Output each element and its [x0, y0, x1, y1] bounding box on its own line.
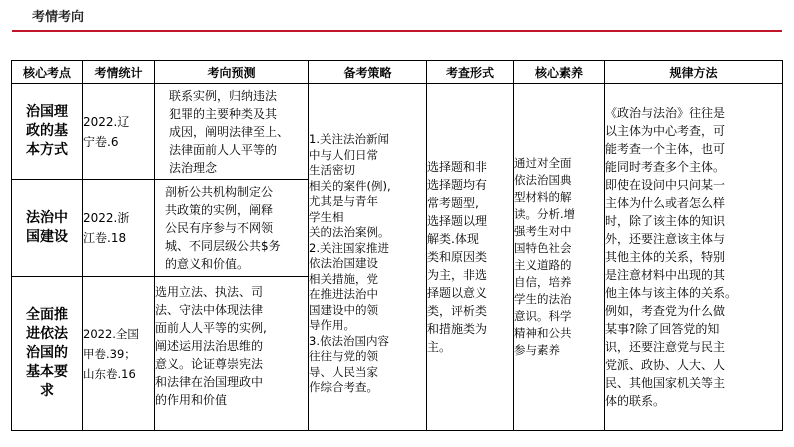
topic-cell: [12, 84, 83, 180]
form-line: 择题以意义: [427, 286, 488, 300]
prediction-line: 面前人人平等的实例,: [155, 321, 267, 335]
strategy-line: 导、人民当家: [309, 364, 378, 379]
method-line: 某事?除了回答党的知: [605, 322, 720, 336]
method-line: 党派、政协、人大、人: [605, 358, 726, 372]
strategy-line: 尤其是与青年: [309, 194, 378, 209]
method-line: 例如，考查党为什么做: [605, 304, 726, 318]
strategy-line: 作综合考查。: [309, 380, 378, 395]
table-row: [12, 84, 783, 180]
strategy-line: 关的法治案例。: [309, 225, 390, 240]
form-line: 和措施类为: [427, 322, 488, 336]
stat-cell: [83, 277, 155, 431]
prediction-cell: [155, 84, 309, 180]
prediction-line: 选用立法、执法、司: [155, 285, 264, 299]
topic-line: 求: [40, 383, 54, 399]
strategy-line: 在推进法治中: [309, 287, 378, 302]
method-line: 民、其他国家机关等主: [605, 376, 726, 390]
col-header-prediction: 考向预测: [155, 61, 309, 84]
method-line: 时，除了该主体的知识: [605, 214, 726, 228]
form-line: 选择题以理: [427, 214, 488, 228]
exam-analysis-table: [11, 60, 783, 431]
method-cell: [605, 84, 783, 431]
method-line: 主体为什么或者怎么样: [605, 196, 726, 210]
stat-line: 2022.全国: [83, 326, 139, 341]
form-line: 类和原因类: [427, 250, 488, 264]
strategy-line: 中与人们日常: [309, 147, 378, 162]
strategy-line: 往往与党的领: [309, 349, 378, 364]
strategy-line: 3.依法治国内容: [309, 333, 389, 348]
topic-line: 政的基: [26, 123, 68, 139]
stat-line: 山东卷.16: [83, 366, 136, 381]
prediction-line: 公民有序参与不网领: [165, 221, 274, 235]
form-line: 常考题型,: [427, 196, 479, 210]
method-line: 外，还要注意该主体与: [605, 232, 726, 246]
prediction-cell: [155, 277, 309, 431]
method-line: 即使在设问中只问某一: [605, 178, 726, 192]
stat-line: 甲卷.39；: [83, 346, 136, 361]
method-line: 能同时考查多个主体。: [605, 160, 726, 174]
prediction-line: 联系实例，归纳违法: [169, 88, 278, 103]
stat-cell: [83, 180, 155, 277]
prediction-line: 的意义和价值。: [165, 257, 250, 271]
col-header-strategy: 备考策略: [309, 61, 427, 84]
topic-line: 基本要: [26, 364, 68, 380]
form-line: 类，评析类: [427, 304, 488, 318]
prediction-line: 犯罪的主要种类及其: [169, 106, 278, 121]
prediction-line: 意义。论证尊崇宪法: [155, 357, 264, 371]
topic-line: 本方式: [26, 142, 68, 158]
strategy-line: 学生相: [309, 209, 344, 224]
strategy-line: 1.关注法治新闻: [309, 132, 389, 147]
prediction-line: 和法律在治国理政中: [155, 375, 264, 389]
col-header-statistics: 考情统计: [83, 61, 155, 84]
topic-line: 法治中: [26, 210, 68, 226]
method-line: 以主体为中心考查，可: [605, 124, 726, 138]
strategy-line: 生活密切: [309, 163, 355, 178]
strategy-cell: [309, 84, 427, 431]
form-line: 解类.体现: [427, 232, 479, 246]
method-line: 其他主体的关系，特别: [605, 250, 726, 264]
core-line: 依法治国典: [514, 173, 572, 187]
strategy-line: 导作用。: [309, 318, 355, 333]
form-cell: [427, 84, 514, 431]
prediction-cell: [155, 180, 309, 277]
core-literacy-cell: [514, 84, 605, 431]
prediction-line: 成因，阐明法律至上、: [169, 124, 290, 139]
stat-line: 2022.辽: [83, 114, 130, 129]
header-divider: [12, 30, 782, 32]
core-line: 自信，培养: [514, 275, 572, 289]
topic-cell: [12, 180, 83, 277]
col-header-form: 考查形式: [427, 61, 514, 84]
form-line: 选择题均有: [427, 178, 488, 192]
prediction-line: 城、不同层级公共$务: [165, 239, 281, 253]
core-line: 精神和公共: [514, 326, 572, 340]
core-line: 参与素养: [514, 343, 560, 357]
col-header-core-point: 核心考点: [12, 61, 83, 84]
topic-cell: [12, 277, 83, 431]
strategy-line: 2.关注国家推进: [309, 240, 389, 255]
stat-line: 江卷.18: [83, 231, 127, 245]
method-line: 体的联系。: [605, 394, 666, 408]
stat-line: 宁卷.6: [83, 134, 119, 149]
prediction-line: 的作用和价值: [155, 393, 228, 407]
method-line: 他主体与该主体的关系。: [605, 286, 738, 300]
core-line: 强考生对中: [514, 224, 572, 238]
form-line: 为主，非选: [427, 268, 488, 282]
form-line: 主。: [427, 340, 452, 354]
topic-line: 治国理: [26, 104, 68, 120]
exam-analysis-table-wrap: [11, 60, 782, 429]
topic-line: 治国的: [26, 345, 68, 361]
method-line: 《政治与法治》往往是: [605, 106, 726, 120]
topic-line: 国建设: [26, 229, 68, 245]
col-header-core-literacy: 核心素养: [514, 61, 605, 84]
strategy-line: 国建设中的领: [309, 302, 378, 317]
core-line: 通过对全面: [514, 156, 572, 170]
page-header: [0, 0, 794, 36]
core-line: 主义道路的: [514, 258, 572, 272]
col-header-method: 规律方法: [605, 61, 783, 84]
table-header-row: [12, 61, 783, 84]
core-line: 国特色社会: [514, 241, 572, 255]
core-line: 型材料的解: [514, 190, 572, 204]
core-line: 读。分析.增: [514, 207, 576, 221]
prediction-line: 阐述运用法治思维的: [155, 339, 264, 353]
stat-line: 2022.浙: [83, 211, 130, 225]
prediction-line: 法律面前人人平等的: [169, 142, 278, 157]
topic-line: 全面推: [26, 307, 68, 323]
prediction-line: 共政策的实例，阐释: [165, 203, 274, 217]
prediction-line: 剖析公共机构制定公: [165, 185, 274, 199]
strategy-line: 相关的案件(例),: [309, 178, 391, 193]
prediction-line: 法治理念: [169, 160, 218, 175]
method-line: 能考查一个主体，也可: [605, 142, 726, 156]
topic-line: 进依法: [26, 326, 68, 342]
core-line: 学生的法治: [514, 292, 572, 306]
strategy-line: 相关措施，党: [309, 271, 378, 286]
core-line: 意识。科学: [514, 309, 572, 323]
page-title: 考情考向: [32, 10, 85, 25]
strategy-line: 依法治国建设: [309, 256, 378, 271]
method-line: 是注意材料中出现的其: [605, 268, 726, 282]
prediction-line: 法、守法中体现法律: [155, 303, 264, 317]
method-line: 识，还要注意党与民主: [605, 340, 726, 354]
stat-cell: [83, 84, 155, 180]
form-line: 选择题和非: [427, 160, 488, 174]
